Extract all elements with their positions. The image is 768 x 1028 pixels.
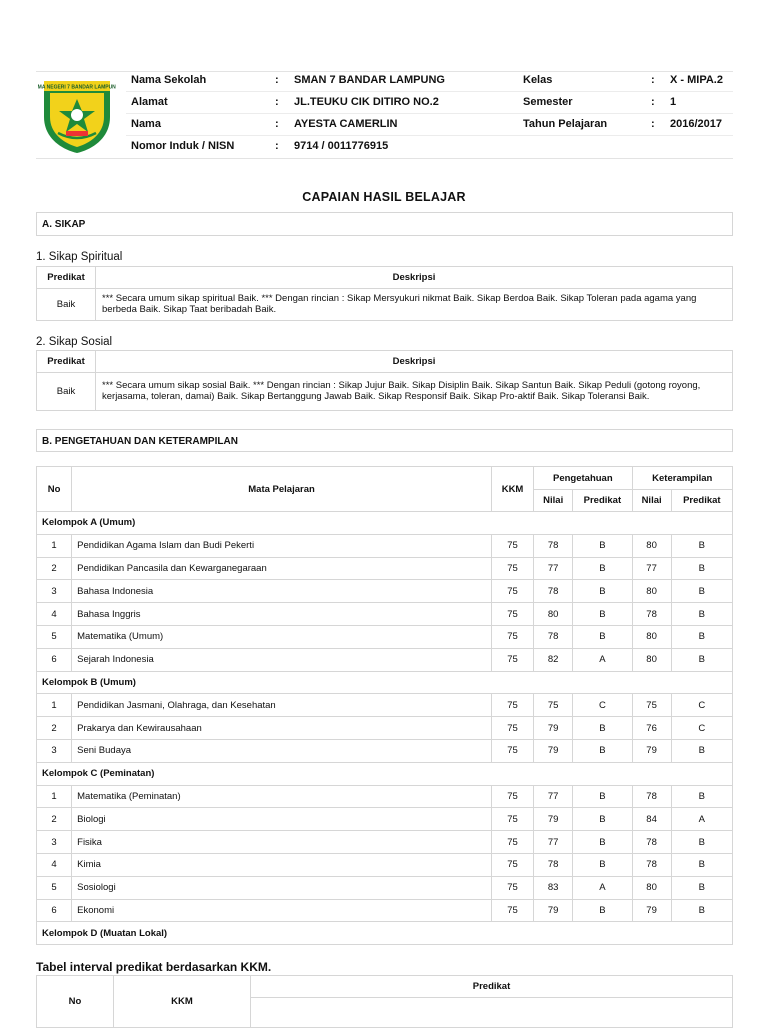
- cell-kkm: 75: [491, 534, 533, 557]
- group-row: [37, 512, 733, 535]
- col-k-predikat: Predikat: [671, 490, 732, 512]
- table-row: [37, 534, 733, 557]
- cell-mata-pelajaran: Seni Budaya: [72, 739, 492, 762]
- cell-mata-pelajaran: Kimia: [72, 853, 492, 876]
- cell-mata-pelajaran: Sejarah Indonesia: [72, 648, 492, 671]
- cell-no: 2: [37, 717, 72, 740]
- cell-k-predikat: B: [671, 853, 732, 876]
- cell-k-nilai: 84: [632, 808, 671, 831]
- grades-body: [37, 512, 733, 945]
- cell-p-predikat: B: [573, 808, 632, 831]
- cell-p-predikat: B: [573, 739, 632, 762]
- value-nisn: 9714 / 0011776915: [294, 140, 389, 152]
- cell-kkm: 75: [491, 717, 533, 740]
- cell-mata-pelajaran: Bahasa Inggris: [72, 603, 492, 626]
- cell-k-predikat: B: [671, 876, 732, 899]
- sosial-predikat: Baik: [37, 373, 96, 411]
- col-mata-pelajaran: Mata Pelajaran: [72, 467, 492, 512]
- col-k-nilai: Nilai: [632, 490, 671, 512]
- value-academic-year: 2016/2017: [670, 118, 722, 130]
- cell-p-nilai: 80: [534, 603, 573, 626]
- sosial-table: [36, 350, 733, 411]
- page-title: CAPAIAN HASIL BELAJAR: [302, 190, 466, 204]
- spiritual-predikat: Baik: [37, 289, 96, 321]
- cell-no: 1: [37, 534, 72, 557]
- cell-p-predikat: B: [573, 534, 632, 557]
- cell-k-predikat: B: [671, 603, 732, 626]
- cell-mata-pelajaran: Bahasa Indonesia: [72, 580, 492, 603]
- value-school-name: SMAN 7 BANDAR LAMPUNG: [294, 74, 445, 86]
- section-a-title: A. SIKAP: [42, 219, 86, 230]
- interval-col-kkm: KKM: [114, 976, 251, 1028]
- table-row: [37, 717, 733, 740]
- label-academic-year: Tahun Pelajaran: [523, 118, 608, 130]
- cell-k-predikat: B: [671, 785, 732, 808]
- group-title: Kelompok B (Umum): [37, 671, 733, 694]
- sosial-deskripsi: *** Secara umum sikap sosial Baik. *** Dengan rincian : Sikap Jujur Baik. Sikap Disiplin Baik. Sikap Santun Baik. Sikap Peduli (gotong royong, kerjasama, toleran, damai) Baik. Sikap Bertanggung Jawab Baik. Sikap Responsif Baik. Sikap Pro-aktif Baik. Sikap Toleransi Baik.: [96, 373, 733, 411]
- col-kkm: KKM: [491, 467, 533, 512]
- cell-no: 4: [37, 853, 72, 876]
- cell-p-nilai: 79: [534, 717, 573, 740]
- cell-p-nilai: 78: [534, 853, 573, 876]
- header-row-nisn: [36, 136, 733, 158]
- label-student-name: Nama: [131, 118, 161, 130]
- cell-no: 4: [37, 603, 72, 626]
- cell-kkm: 75: [491, 739, 533, 762]
- colon: :: [275, 74, 279, 86]
- cell-p-predikat: B: [573, 625, 632, 648]
- cell-k-nilai: 76: [632, 717, 671, 740]
- cell-kkm: 75: [491, 603, 533, 626]
- cell-p-predikat: B: [573, 717, 632, 740]
- table-row: [37, 876, 733, 899]
- cell-mata-pelajaran: Prakarya dan Kewirausahaan: [72, 717, 492, 740]
- cell-kkm: 75: [491, 785, 533, 808]
- cell-no: 6: [37, 648, 72, 671]
- table-row: [37, 831, 733, 854]
- cell-k-predikat: A: [671, 808, 732, 831]
- table-row: [37, 648, 733, 671]
- cell-p-nilai: 79: [534, 899, 573, 922]
- cell-p-predikat: A: [573, 876, 632, 899]
- group-row: [37, 762, 733, 785]
- header-bottom-rule: [36, 158, 733, 159]
- col-keterampilan: Keterampilan: [632, 467, 732, 490]
- header-row-school: [36, 70, 733, 92]
- cell-p-predikat: B: [573, 557, 632, 580]
- cell-p-predikat: A: [573, 648, 632, 671]
- value-address: JL.TEUKU CIK DITIRO NO.2: [294, 96, 439, 108]
- cell-mata-pelajaran: Fisika: [72, 831, 492, 854]
- sosial-heading: 2. Sikap Sosial: [36, 336, 113, 348]
- cell-k-predikat: B: [671, 534, 732, 557]
- table-row: [37, 625, 733, 648]
- col-deskripsi: Deskripsi: [96, 351, 733, 373]
- cell-k-nilai: 78: [632, 853, 671, 876]
- cell-p-predikat: B: [573, 831, 632, 854]
- cell-kkm: 75: [491, 694, 533, 717]
- cell-p-nilai: 83: [534, 876, 573, 899]
- cell-k-nilai: 80: [632, 876, 671, 899]
- group-title: Kelompok A (Umum): [37, 512, 733, 535]
- cell-mata-pelajaran: Pendidikan Agama Islam dan Budi Pekerti: [72, 534, 492, 557]
- table-row: [37, 853, 733, 876]
- cell-p-nilai: 77: [534, 785, 573, 808]
- cell-k-nilai: 80: [632, 625, 671, 648]
- value-class: X - MIPA.2: [670, 74, 723, 86]
- cell-no: 3: [37, 739, 72, 762]
- cell-k-predikat: B: [671, 625, 732, 648]
- table-row: [37, 739, 733, 762]
- label-class: Kelas: [523, 74, 553, 86]
- cell-kkm: 75: [491, 876, 533, 899]
- spiritual-table: [36, 266, 733, 321]
- cell-kkm: 75: [491, 580, 533, 603]
- label-semester: Semester: [523, 96, 573, 108]
- section-b-box: [36, 429, 733, 452]
- cell-mata-pelajaran: Biologi: [72, 808, 492, 831]
- value-student-name: AYESTA CAMERLIN: [294, 118, 398, 130]
- grades-table: [36, 466, 733, 945]
- group-title: Kelompok C (Peminatan): [37, 762, 733, 785]
- value-semester: 1: [670, 96, 677, 108]
- col-predikat: Predikat: [37, 351, 96, 373]
- group-row: [37, 671, 733, 694]
- table-row: [37, 557, 733, 580]
- cell-k-nilai: 78: [632, 603, 671, 626]
- cell-p-nilai: 78: [534, 625, 573, 648]
- cell-k-nilai: 78: [632, 831, 671, 854]
- cell-p-predikat: C: [573, 694, 632, 717]
- table-row: [37, 899, 733, 922]
- cell-kkm: 75: [491, 557, 533, 580]
- cell-mata-pelajaran: Pendidikan Pancasila dan Kewarganegaraan: [72, 557, 492, 580]
- colon: :: [651, 96, 655, 108]
- cell-mata-pelajaran: Sosiologi: [72, 876, 492, 899]
- cell-k-predikat: B: [671, 648, 732, 671]
- cell-p-nilai: 82: [534, 648, 573, 671]
- cell-kkm: 75: [491, 853, 533, 876]
- cell-kkm: 75: [491, 648, 533, 671]
- cell-p-nilai: 77: [534, 831, 573, 854]
- cell-no: 6: [37, 899, 72, 922]
- col-no: No: [37, 467, 72, 512]
- cell-no: 3: [37, 580, 72, 603]
- cell-k-nilai: 77: [632, 557, 671, 580]
- interval-table: [36, 975, 733, 1028]
- cell-kkm: 75: [491, 625, 533, 648]
- colon: :: [651, 118, 655, 130]
- cell-mata-pelajaran: Matematika (Peminatan): [72, 785, 492, 808]
- colon: :: [651, 74, 655, 86]
- interval-col-no: No: [37, 976, 114, 1028]
- group-title: Kelompok D (Muatan Lokal): [37, 922, 733, 945]
- section-b-title: B. PENGETAHUAN DAN KETERAMPILAN: [42, 436, 238, 447]
- cell-no: 3: [37, 831, 72, 854]
- cell-p-predikat: B: [573, 785, 632, 808]
- cell-k-predikat: C: [671, 717, 732, 740]
- col-predikat: Predikat: [37, 267, 96, 289]
- cell-p-predikat: B: [573, 603, 632, 626]
- colon: :: [275, 96, 279, 108]
- cell-mata-pelajaran: Pendidikan Jasmani, Olahraga, dan Kesehatan: [72, 694, 492, 717]
- cell-mata-pelajaran: Ekonomi: [72, 899, 492, 922]
- cell-p-nilai: 78: [534, 580, 573, 603]
- cell-k-predikat: B: [671, 831, 732, 854]
- cell-k-nilai: 79: [632, 739, 671, 762]
- section-a-box: [36, 212, 733, 236]
- cell-no: 5: [37, 876, 72, 899]
- group-row: [37, 922, 733, 945]
- header-row-address: [36, 92, 733, 114]
- svg-text:SMA NEGERI 7 BANDAR LAMPUNG: SMA NEGERI 7 BANDAR LAMPUNG: [38, 84, 116, 91]
- cell-k-nilai: 79: [632, 899, 671, 922]
- table-row: [37, 808, 733, 831]
- header-row-name: [36, 114, 733, 136]
- cell-p-nilai: 79: [534, 739, 573, 762]
- table-row: [37, 603, 733, 626]
- table-row: [37, 785, 733, 808]
- cell-k-predikat: B: [671, 557, 732, 580]
- cell-p-nilai: 77: [534, 557, 573, 580]
- cell-k-nilai: 75: [632, 694, 671, 717]
- cell-k-predikat: B: [671, 899, 732, 922]
- label-school-name: Nama Sekolah: [131, 74, 207, 86]
- col-p-predikat: Predikat: [573, 490, 632, 512]
- label-address: Alamat: [131, 96, 168, 108]
- cell-kkm: 75: [491, 831, 533, 854]
- cell-k-nilai: 80: [632, 534, 671, 557]
- cell-k-predikat: C: [671, 694, 732, 717]
- cell-no: 1: [37, 785, 72, 808]
- cell-no: 2: [37, 808, 72, 831]
- cell-k-predikat: B: [671, 739, 732, 762]
- cell-k-nilai: 80: [632, 580, 671, 603]
- cell-p-predikat: B: [573, 899, 632, 922]
- table-row: [37, 694, 733, 717]
- cell-k-nilai: 78: [632, 785, 671, 808]
- cell-p-nilai: 75: [534, 694, 573, 717]
- cell-kkm: 75: [491, 899, 533, 922]
- label-nisn: Nomor Induk / NISN: [131, 140, 235, 152]
- spiritual-heading: 1. Sikap Spiritual: [36, 251, 123, 263]
- cell-mata-pelajaran: Matematika (Umum): [72, 625, 492, 648]
- interval-title: Tabel interval predikat berdasarkan KKM.: [36, 960, 272, 974]
- table-row: [37, 580, 733, 603]
- cell-no: 2: [37, 557, 72, 580]
- cell-no: 1: [37, 694, 72, 717]
- cell-k-predikat: B: [671, 580, 732, 603]
- cell-kkm: 75: [491, 808, 533, 831]
- cell-p-nilai: 78: [534, 534, 573, 557]
- col-pengetahuan: Pengetahuan: [534, 467, 632, 490]
- col-deskripsi: Deskripsi: [96, 267, 733, 289]
- col-p-nilai: Nilai: [534, 490, 573, 512]
- cell-p-predikat: B: [573, 580, 632, 603]
- cell-no: 5: [37, 625, 72, 648]
- cell-k-nilai: 80: [632, 648, 671, 671]
- interval-col-predikat: Predikat: [251, 976, 733, 998]
- cell-p-nilai: 79: [534, 808, 573, 831]
- interval-subheader: [251, 998, 733, 1028]
- colon: :: [275, 140, 279, 152]
- colon: :: [275, 118, 279, 130]
- spiritual-deskripsi: *** Secara umum sikap spiritual Baik. *** Dengan rincian : Sikap Mersyukuri nikmat Baik. Sikap Berdoa Baik. Sikap Toleran pada agama yang berbeda Baik. Sikap Taat beribadah Baik.: [96, 289, 733, 321]
- cell-p-predikat: B: [573, 853, 632, 876]
